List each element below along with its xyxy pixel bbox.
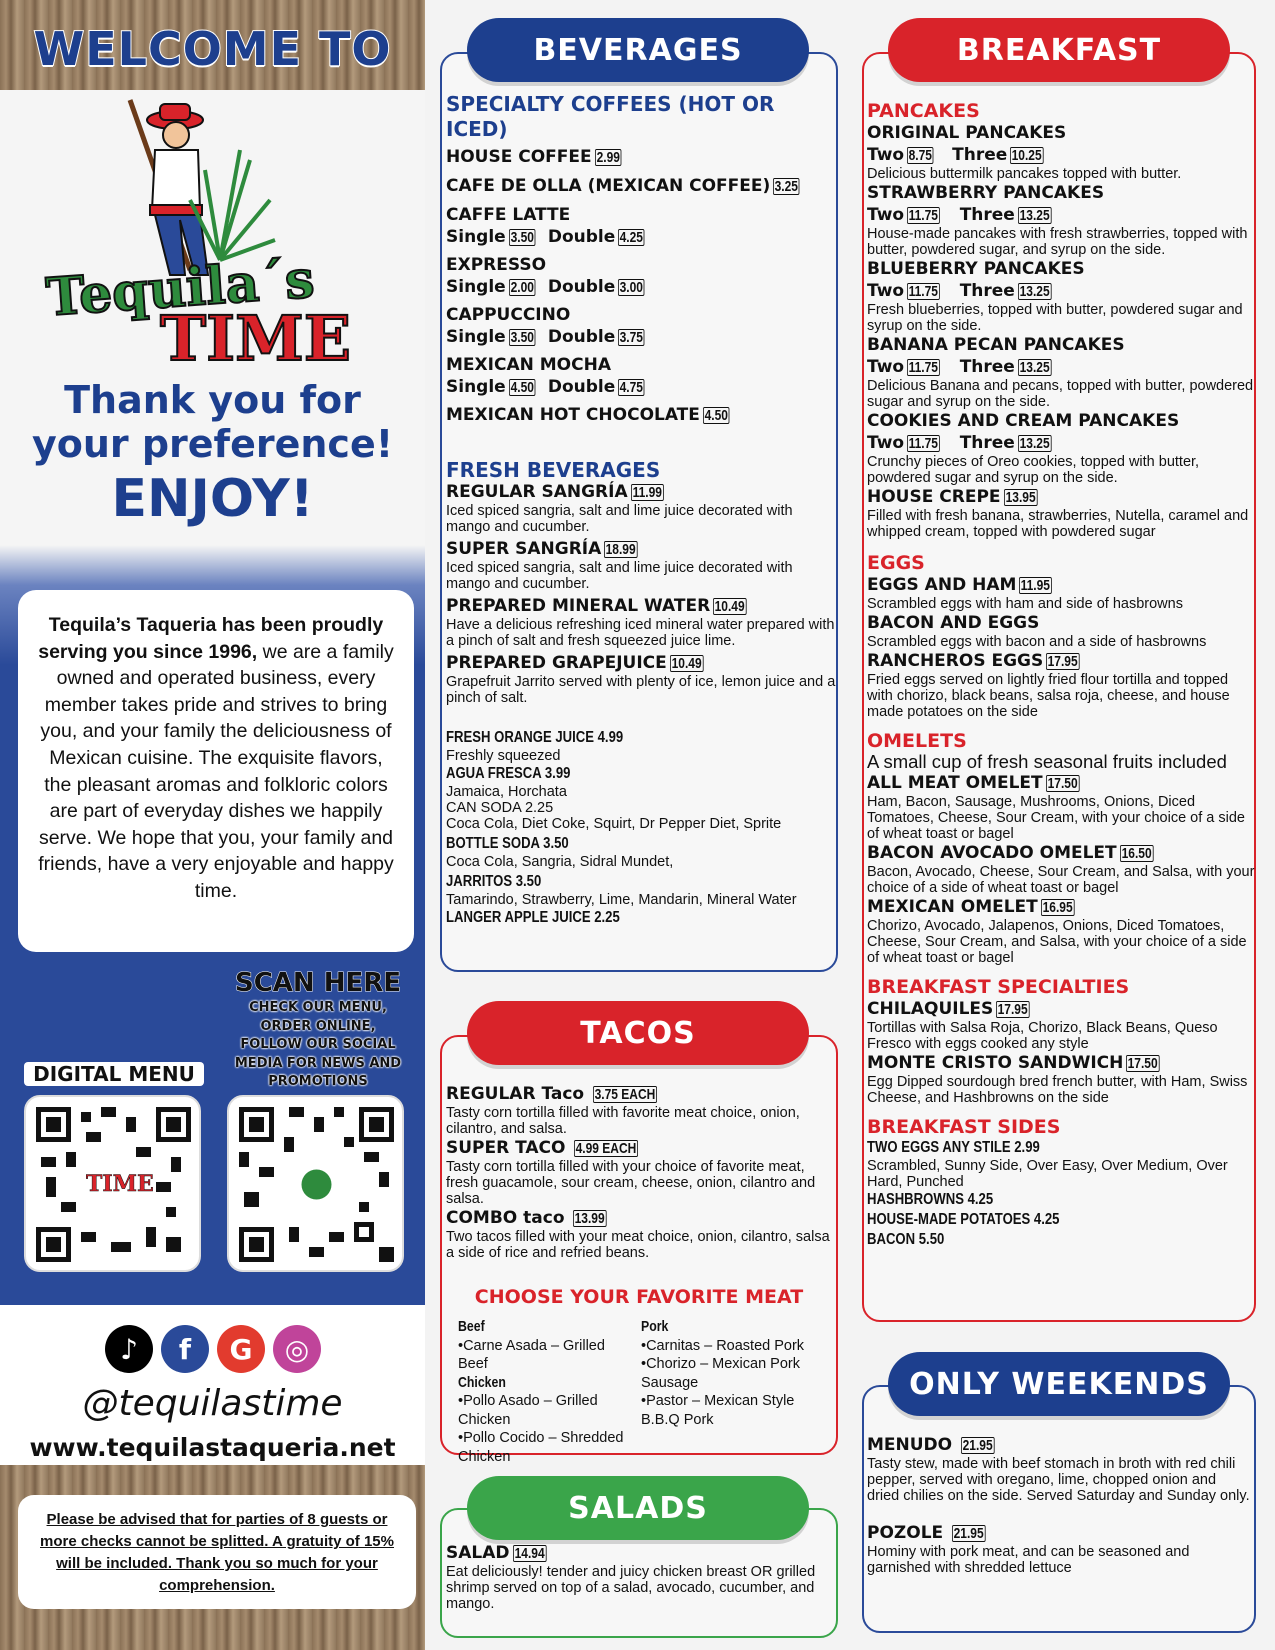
item-description: CAN SODA 2.25 — [446, 800, 554, 816]
size-label: Double — [547, 227, 616, 247]
logo-text-line1: Tequila´s — [44, 248, 317, 329]
item-name: CAPPUCCINO — [446, 305, 571, 325]
qr-logo-text: TIME — [86, 1171, 154, 1197]
item-name: COMBO taco — [446, 1208, 565, 1228]
item-name: BANANA PECAN PANCAKES — [867, 335, 1125, 355]
social-qr-code[interactable] — [227, 1095, 404, 1272]
item-name: LANGER APPLE JUICE 2.25 — [446, 909, 620, 926]
item-name: REGULAR SANGRÍA — [446, 482, 628, 502]
item-name: FRESH ORANGE JUICE 4.99 — [446, 729, 624, 746]
meat-option: •Carnitas – Roasted Pork — [641, 1337, 805, 1354]
item-name: AGUA FRESCA 3.99 — [446, 765, 571, 782]
item-price: 3.25 — [774, 178, 799, 195]
item-price: 2.00 — [510, 279, 534, 296]
item-prices — [867, 204, 1255, 226]
size-label: Two — [867, 145, 905, 165]
thanks-line1: Thank you for — [64, 378, 361, 422]
item-description: Fresh blueberries, topped with butter, powdered sugar and syrup on the side. — [867, 302, 1243, 334]
size-label: Three — [952, 145, 1008, 165]
scan-line: ORDER ONLINE, — [260, 1018, 376, 1034]
item-price: 17.50 — [1127, 1055, 1158, 1072]
meat-option: •Pastor – Mexican Style B.B.Q Pork — [641, 1393, 795, 1428]
item-price: 11.99 — [632, 484, 662, 501]
item-prices — [867, 280, 1255, 302]
item-price: 2.99 — [596, 149, 620, 166]
size-label: Two — [867, 205, 905, 225]
item-description: Scrambled eggs with ham and side of hasbrowns — [867, 596, 1183, 612]
google-icon[interactable]: G — [217, 1325, 265, 1373]
item-name: ORIGINAL PANCAKES — [867, 123, 1067, 143]
welcome-heading: WELCOME TO — [33, 22, 392, 76]
menu-item — [446, 538, 836, 560]
item-name: CHILAQUILES — [867, 999, 994, 1019]
item-price: 13.99 — [575, 1210, 606, 1227]
item-price: 3.75 EACH — [594, 1086, 656, 1103]
item-name: REGULAR Taco — [446, 1084, 585, 1104]
item-name: MEXICAN OMELET — [867, 897, 1038, 917]
item-name: STRAWBERRY PANCAKES — [867, 183, 1105, 203]
weekends-content — [867, 1434, 1252, 1576]
item-name: TWO EGGS ANY STILE 2.99 — [867, 1139, 1040, 1156]
item-description: Have a delicious refreshing iced mineral water prepared with a pinch of salt and fresh squeezed juice lime. — [446, 617, 835, 649]
website-link[interactable]: www.tequilastaqueria.net — [29, 1433, 396, 1462]
item-price: 4.50 — [510, 379, 534, 396]
menu-item — [867, 1052, 1255, 1074]
item-price: 4.50 — [704, 407, 728, 424]
item-price: 4.99 EACH — [576, 1140, 637, 1157]
size-label: Single — [446, 277, 506, 297]
item-price: 8.75 — [908, 147, 933, 164]
item-description: Jamaica, Horchata — [446, 784, 567, 800]
menu-item — [446, 652, 836, 674]
item-price: 16.50 — [1121, 845, 1152, 862]
item-price: 13.25 — [1019, 283, 1050, 300]
scan-line: PROMOTIONS — [268, 1074, 368, 1089]
instagram-icon[interactable]: ◎ — [273, 1325, 321, 1373]
item-name: EGGS AND HAM — [867, 575, 1017, 595]
item-prices — [867, 144, 1255, 166]
social-handle[interactable]: @tequilastime — [82, 1383, 343, 1424]
item-description: Scrambled eggs with bacon and a side of hasbrowns — [867, 634, 1207, 650]
omelets-note: A small cup of fresh seasonal fruits included — [867, 751, 1227, 772]
social-icons — [105, 1325, 321, 1373]
salads-content — [446, 1542, 836, 1612]
item-description: Crunchy pieces of Oreo cookies, topped with butter, powdered sugar and syrup on the side. — [867, 454, 1200, 486]
item-name: BLUEBERRY PANCAKES — [867, 259, 1085, 279]
item-name: MENUDO — [867, 1435, 953, 1455]
fresh-beverages-heading: FRESH BEVERAGES — [446, 458, 661, 482]
item-price: 10.25 — [1011, 147, 1042, 164]
item-price: 13.25 — [1019, 207, 1050, 224]
pancakes-heading: PANCAKES — [867, 100, 980, 122]
menu-item — [867, 1522, 1252, 1544]
breakfast-content — [867, 100, 1255, 1250]
item-description: Eat deliciously! tender and juicy chicken breast OR grilled shrimp served on top of a salad, avocado, cucumber, and mango. — [446, 1564, 816, 1612]
item-description: Egg Dipped sourdough bred french butter, with Ham, Swiss Cheese, and Hashbrowns on the side — [867, 1074, 1248, 1106]
weekends-title: ONLY WEEKENDS — [888, 1352, 1230, 1416]
digital-menu-label: DIGITAL MENU — [24, 1062, 204, 1086]
item-price: 10.49 — [671, 655, 702, 672]
size-label: Two — [867, 357, 905, 377]
item-description: Iced spiced sangria, salt and lime juice decorated with mango and cucumber. — [446, 503, 793, 535]
menu-item — [867, 486, 1255, 508]
size-label: Double — [547, 277, 616, 297]
meat-category: Beef — [458, 1318, 485, 1335]
scan-line: CHECK OUR MENU, — [249, 1000, 387, 1015]
item-price: 17.50 — [1047, 775, 1078, 792]
item-prices — [446, 326, 836, 348]
meat-category: Pork — [641, 1318, 669, 1335]
beverages-title: BEVERAGES — [467, 18, 809, 82]
item-price: 13.25 — [1019, 359, 1050, 376]
meat-heading: CHOOSE YOUR FAVORITE MEAT — [474, 1286, 804, 1308]
scan-line: MEDIA FOR NEWS AND — [234, 1055, 402, 1071]
menu-item — [446, 146, 836, 168]
meat-category: Chicken — [458, 1373, 506, 1391]
item-name: HOUSE COFFEE — [446, 147, 592, 167]
item-description: Iced spiced sangria, salt and lime juice decorated with mango and cucumber. — [446, 560, 793, 592]
left-sidebar — [0, 0, 425, 1650]
tiktok-icon[interactable]: ♪ — [105, 1325, 153, 1373]
item-price: 3.50 — [510, 229, 534, 246]
size-label: Two — [867, 281, 905, 301]
item-name: BACON AVOCADO OMELET — [867, 843, 1117, 863]
item-name: HOUSE-MADE POTATOES 4.25 — [867, 1211, 1060, 1228]
item-description: Grapefruit Jarrito served with plenty of ice, lemon juice and a pinch of salt. — [446, 674, 836, 706]
item-price: 3.00 — [619, 279, 644, 296]
meat-list-left — [458, 1318, 633, 1466]
specialty-coffees-heading: SPECIALTY COFFEES (HOT OR ICED) — [446, 92, 775, 141]
item-description: House-made pancakes with fresh strawberries, topped with butter, powdered sugar, and syrup on the side. — [867, 226, 1248, 258]
size-label: Single — [446, 327, 506, 347]
item-description: Tamarindo, Strawberry, Lime, Mandarin, Mineral Water — [446, 892, 797, 908]
item-description: Coca Cola, Sangria, Sidral Mundet, — [446, 854, 674, 870]
item-price: 13.25 — [1019, 435, 1050, 452]
menu-item — [867, 650, 1255, 672]
about-card — [18, 590, 414, 952]
facebook-icon[interactable]: f — [161, 1325, 209, 1373]
eggs-heading: EGGS — [867, 552, 925, 574]
meat-option: •Carne Asada – Grilled Beef — [458, 1337, 605, 1372]
scan-line: FOLLOW OUR SOCIAL — [240, 1037, 396, 1052]
meat-option: •Pollo Cocido – Shredded Chicken — [458, 1430, 624, 1465]
size-label: Three — [959, 433, 1015, 453]
menu-item — [867, 998, 1255, 1020]
item-name: MEXICAN HOT CHOCOLATE — [446, 405, 700, 425]
scan-here-text — [220, 999, 416, 1092]
item-name: BACON AND EGGS — [867, 613, 1040, 633]
sides-heading: BREAKFAST SIDES — [867, 1116, 1061, 1138]
scan-here-title: SCAN HERE — [234, 968, 402, 998]
menu-item — [867, 772, 1255, 794]
item-name: MEXICAN MOCHA — [446, 355, 611, 375]
item-name: PREPARED MINERAL WATER — [446, 596, 711, 616]
item-description: Freshly squeezed — [446, 748, 561, 764]
item-price: 17.95 — [997, 1001, 1028, 1018]
item-prices — [446, 226, 836, 248]
item-description: Hominy with pork meat, and can be seasoned and garnished with shredded lettuce — [867, 1544, 1190, 1576]
size-label: Two — [867, 433, 905, 453]
item-prices — [446, 376, 836, 398]
item-name: JARRITOS 3.50 — [446, 873, 542, 890]
size-label: Single — [446, 377, 506, 397]
menu-item — [446, 1137, 836, 1159]
menu-item — [446, 175, 836, 197]
item-name: HOUSE CREPE — [867, 487, 1001, 507]
item-price: 3.75 — [619, 329, 644, 346]
item-price: 18.99 — [605, 541, 636, 558]
item-name: PREPARED GRAPEJUICE — [446, 653, 667, 673]
item-price: 14.94 — [514, 1545, 545, 1562]
item-name: CAFFE LATTE — [446, 205, 571, 225]
size-label: Three — [959, 205, 1015, 225]
item-description: Chorizo, Avocado, Jalapenos, Onions, Diced Tomatoes, Cheese, Sour Cream, and Salsa, with your choice of a side of wheat toast or bagel — [867, 918, 1247, 966]
item-name: SUPER TACO — [446, 1138, 566, 1158]
size-label: Three — [959, 357, 1015, 377]
item-name: HASHBROWNS 4.25 — [867, 1191, 994, 1208]
meat-list-right — [641, 1318, 816, 1429]
tacos-content — [446, 1083, 836, 1261]
menu-item — [867, 896, 1255, 918]
item-name: ALL MEAT OMELET — [867, 773, 1043, 793]
menu-item — [867, 1434, 1252, 1456]
item-price: 11.75 — [908, 283, 939, 300]
item-price: 11.75 — [908, 359, 939, 376]
item-price: 4.25 — [619, 229, 644, 246]
item-price: 11.75 — [908, 207, 939, 224]
thanks-line2: your preference! — [31, 422, 394, 466]
menu-item — [446, 404, 836, 426]
about-bold-text: Tequila’s Taqueria has been proudly serving you since 1996, — [38, 614, 384, 663]
salads-title: SALADS — [467, 1476, 809, 1540]
menu-item — [446, 1542, 836, 1564]
item-price: 11.75 — [908, 435, 939, 452]
menu-item — [446, 595, 836, 617]
meat-option: •Chorizo – Mexican Pork Sausage — [641, 1356, 800, 1391]
omelets-heading: OMELETS — [867, 730, 967, 752]
item-price: 21.95 — [962, 1437, 993, 1454]
item-description: Ham, Bacon, Sausage, Mushrooms, Onions, Diced Tomatoes, Cheese, Sour Cream, with your choice of a side of wheat toast or bagel — [867, 794, 1245, 842]
item-description: Scrambled, Sunny Side, Over Easy, Over Medium, Over Hard, Punched — [867, 1158, 1228, 1190]
item-price: 16.95 — [1042, 899, 1073, 916]
item-prices — [867, 356, 1255, 378]
item-description: Tasty stew, made with beef stomach in broth with red chili pepper, served with oregano, lime, chopped onion and dried chilies on the side. Served Saturday and Sunday only. — [867, 1456, 1250, 1504]
menu-item — [867, 842, 1255, 864]
menu-item — [446, 1083, 836, 1105]
item-price: 17.95 — [1047, 653, 1078, 670]
size-label: Double — [547, 377, 616, 397]
item-name: RANCHEROS EGGS — [867, 651, 1044, 671]
item-description: Fried eggs served on lightly fried flour tortilla and topped with chorizo, black beans, salsa roja, cheese, and house made potatoes on the side — [867, 672, 1230, 720]
tacos-title: TACOS — [467, 1001, 809, 1065]
logo-text-line2: TIME — [160, 302, 352, 375]
party-notice: Please be advised that for parties of 8 guests or more checks cannot be splitted. A gratuity of 15% will be included. Thank you so much for your comprehension. — [40, 1511, 394, 1594]
menu-item — [867, 574, 1255, 596]
item-price: 13.95 — [1005, 489, 1036, 506]
item-name: BOTTLE SODA 3.50 — [446, 835, 569, 852]
notice-card — [18, 1495, 416, 1609]
size-label: Three — [959, 281, 1015, 301]
size-label: Double — [547, 327, 616, 347]
menu-item — [446, 481, 836, 503]
item-description: Coca Cola, Diet Coke, Squirt, Dr Pepper Diet, Sprite — [446, 816, 782, 832]
enjoy-heading: ENJOY! — [111, 469, 314, 529]
item-name: BACON 5.50 — [867, 1231, 945, 1248]
specialties-heading: BREAKFAST SPECIALTIES — [867, 976, 1130, 998]
item-name: EXPRESSO — [446, 255, 547, 275]
item-prices — [867, 432, 1255, 454]
qr-code-icon — [239, 1107, 394, 1262]
digital-menu-qr-code[interactable] — [24, 1095, 201, 1272]
item-description: Delicious buttermilk pancakes topped with butter. — [867, 166, 1182, 182]
item-price: 3.50 — [510, 329, 534, 346]
meat-option: •Pollo Asado – Grilled Chicken — [458, 1393, 598, 1428]
about-text: we are a family owned and operated business, every member takes pride and strives to bring you, and your family the deliciousness of Mexican cuisine. The exquisite flavors, the pleasant aromas and folkloric colors are part of everyday dishes we happily serve. We hope that you, your family and friends, have a very enjoyable and happy time. — [38, 640, 394, 902]
breakfast-title: BREAKFAST — [888, 18, 1230, 82]
item-description: Tasty corn tortilla filled with your choice of favorite meat, fresh guacamole, sour cream, cheese, onion, cilantro and salsa. — [446, 1159, 816, 1207]
item-name: SALAD — [446, 1543, 510, 1563]
item-name: SUPER SANGRÍA — [446, 539, 602, 559]
item-name: CAFE DE OLLA (MEXICAN COFFEE) — [446, 176, 771, 196]
item-name: POZOLE — [867, 1523, 944, 1543]
item-description: Two tacos filled with your meat choice, onion, cilantro, salsa a side of rice and refried beans. — [446, 1229, 830, 1261]
logo-area — [0, 90, 425, 585]
item-description: Filled with fresh banana, strawberries, Nutella, caramel and whipped cream, topped with powdered sugar — [867, 508, 1249, 540]
item-description: Delicious Banana and pecans, topped with butter, powdered sugar and syrup on the side. — [867, 378, 1254, 410]
item-name: MONTE CRISTO SANDWICH — [867, 1053, 1124, 1073]
size-label: Single — [446, 227, 506, 247]
item-price: 11.95 — [1021, 577, 1051, 594]
item-description: Tortillas with Salsa Roja, Chorizo, Black Beans, Queso Fresco with eggs cooked any style — [867, 1020, 1218, 1052]
menu-item — [446, 1207, 836, 1229]
item-price: 21.95 — [953, 1525, 984, 1542]
item-description: Bacon, Avocado, Cheese, Sour Cream, and Salsa, with your choice of a side of wheat toast or bagel — [867, 864, 1255, 896]
beverages-content — [446, 92, 836, 928]
item-price: 4.75 — [619, 379, 644, 396]
item-price: 10.49 — [714, 598, 745, 615]
item-description: Tasty corn tortilla filled with favorite meat choice, onion, cilantro, and salsa. — [446, 1105, 800, 1137]
item-name: COOKIES AND CREAM PANCAKES — [867, 411, 1180, 431]
item-prices — [446, 276, 836, 298]
